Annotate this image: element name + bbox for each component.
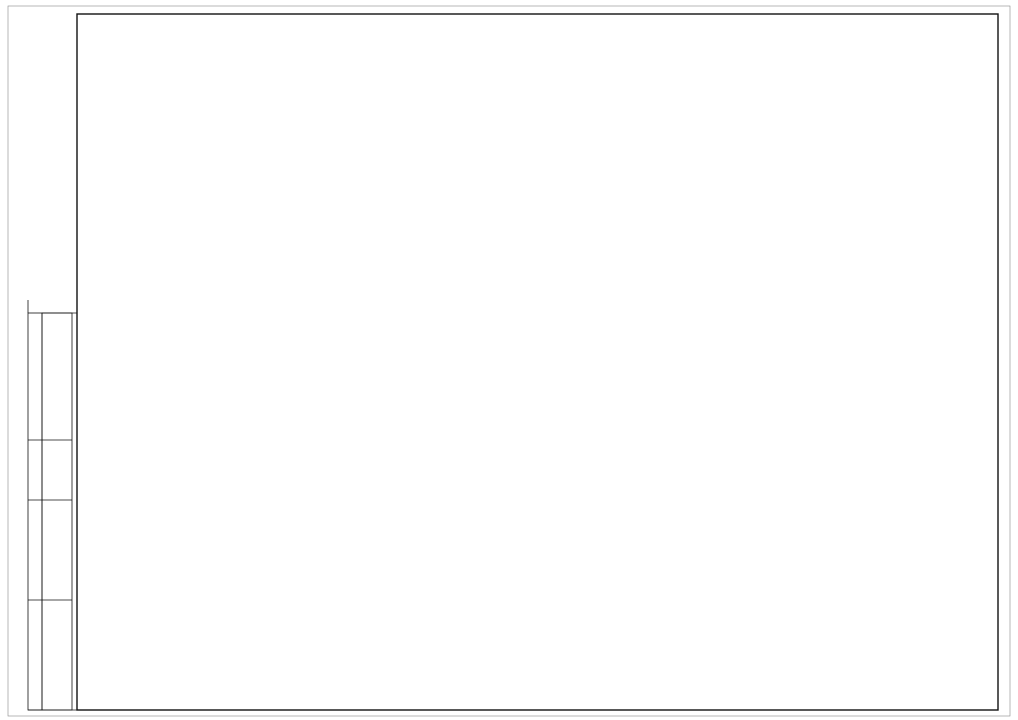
- inner-frame: [77, 14, 998, 710]
- outer-frame: [8, 6, 1010, 716]
- side-stamp: [28, 300, 77, 710]
